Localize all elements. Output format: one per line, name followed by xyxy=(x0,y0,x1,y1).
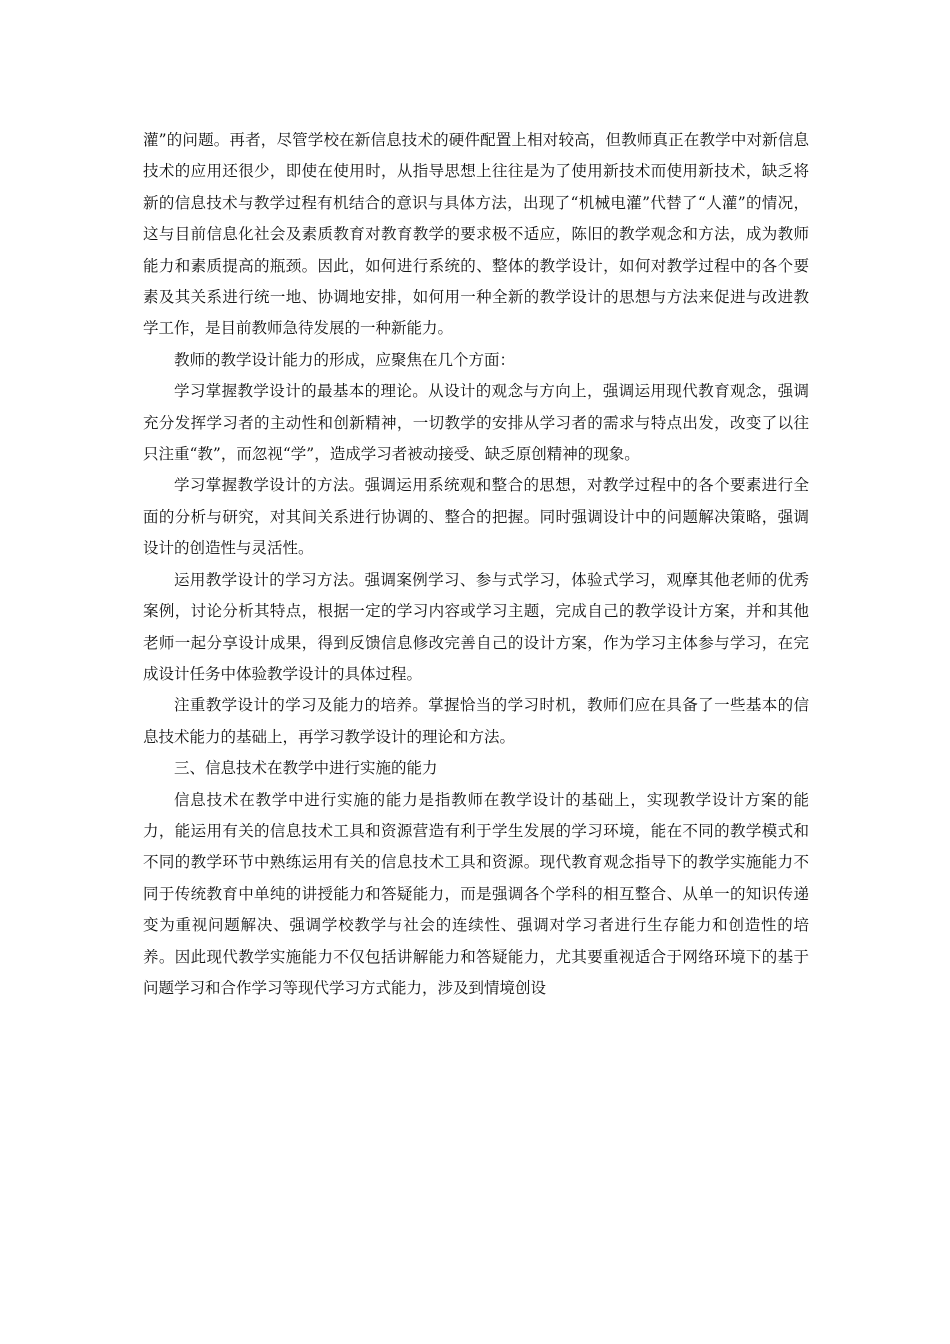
paragraph-design-method: 学习掌握教学设计的方法。强调运用系统观和整合的思想，对教学过程中的各个要素进行全面的分析与研究，对其间关系进行协调的、整合的把握。同时强调设计中的问题解决策略，强调设计的创造性与灵活性。 xyxy=(143,476,809,558)
paragraph-ability-training: 注重教学设计的学习及能力的培养。掌握恰当的学习时机，教师们应在具备了一些基本的信息技术能力的基础上，再学习教学设计的理论和方法。 xyxy=(143,696,809,746)
paragraph-continuation: 灌”的问题。再者，尽管学校在新信息技术的硬件配置上相对较高，但教师真正在教学中对新信息技术的应用还很少，即使在使用时，从指导思想上往往是为了使用新技术而使用新技术，缺乏将新的信息技术与教学过程有机结合的意识与具体方法，出现了“机械电灌”代替了“人灌”的情况，这与目前信息化社会及素质教育对教育教学的要求极不适应，陈旧的教学观念和方法，成为教师能力和素质提高的瓶颈。因此，如何进行系统的、整体的教学设计，如何对教学过程中的各个要素及其关系进行统一地、协调地安排，如何用一种全新的教学设计的思想与方法来促进与改进教学工作，是目前教师急待发展的一种新能力。 xyxy=(143,131,809,338)
section-heading-implementation: 三、信息技术在教学中进行实施的能力 xyxy=(174,759,438,778)
document-body xyxy=(143,125,809,1004)
paragraph-implementation-ability: 信息技术在教学中进行实施的能力是指教师在教学设计的基础上，实现教学设计方案的能力，能运用有关的信息技术工具和资源营造有利于学生发展的学习环境，能在不同的教学模式和不同的教学环节中熟练运用有关的信息技术工具和资源。现代教育观念指导下的教学实施能力不同于传统教育中单纯的讲授能力和答疑能力，而是强调各个学科的相互整合、从单一的知识传递变为重视问题解决、强调学校教学与社会的连续性、强调对学习者进行生存能力和创造性的培养。因此现代教学实施能力不仅包括讲解能力和答疑能力，尤其要重视适合于网络环境下的基于问题学习和合作学习等现代学习方式能力，涉及到情境创设 xyxy=(143,790,809,997)
paragraph-learning-method: 运用教学设计的学习方法。强调案例学习、参与式学习，体验式学习，观摩其他老师的优秀案例，讨论分析其特点，根据一定的学习内容或学习主题，完成自己的教学设计方案，并和其他老师一起分享设计成果，得到反馈信息修改完善自己的设计方案，作为学习主体参与学习，在完成设计任务中体验教学设计的具体过程。 xyxy=(143,570,809,683)
paragraph-design-theory: 学习掌握教学设计的最基本的理论。从设计的观念与方向上，强调运用现代教育观念，强调充分发挥学习者的主动性和创新精神，一切教学的安排从学习者的需求与特点出发，改变了以往只注重“教”，而忽视“学”，造成学习者被动接受、缺乏原创精神的现象。 xyxy=(143,382,809,464)
paragraph-design-ability-intro: 教师的教学设计能力的形成，应聚焦在几个方面： xyxy=(174,350,516,369)
